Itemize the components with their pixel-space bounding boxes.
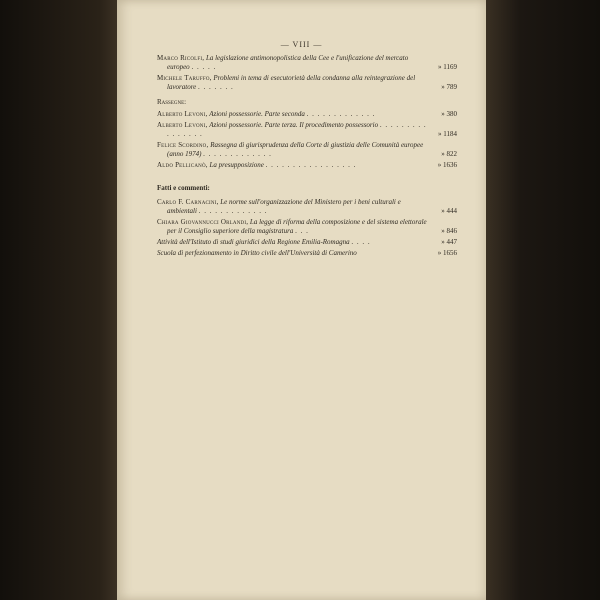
toc-page-number: » 447	[441, 238, 457, 246]
table-of-contents	[157, 54, 457, 260]
toc-page-number: » 846	[441, 227, 457, 235]
toc-entry: Marco Ricolfi, La legislazione antimonopolistica della Cee e l'unificazione del mercato europeo . . . . . » 1169	[157, 54, 457, 71]
toc-author: Alberto Levoni,	[157, 110, 208, 118]
toc-author: Carlo F. Carnacini,	[157, 198, 219, 206]
toc-author: Felice Scordino,	[157, 141, 209, 149]
page-folio: — VIII —	[280, 40, 323, 49]
toc-title: Attività dell'Istituto di studi giuridici della Regione Emilia-Romagna	[157, 238, 350, 246]
toc-title: Problemi in tema di esecutorietà della condanna alla reintegrazione del lavoratore	[167, 74, 416, 91]
toc-title: La presupposizione	[209, 161, 264, 169]
toc-author: Alberto Levoni,	[157, 121, 208, 129]
toc-author: Chiara Giovannucci Orlandi,	[157, 218, 249, 226]
toc-page-number: » 444	[441, 207, 457, 215]
toc-page-number: » 1656	[437, 249, 457, 257]
book-page	[117, 0, 486, 600]
toc-entry: Aldo Pellicanò, La presupposizione . . . . . . . . . . . . . . . . . » 1636	[157, 161, 457, 169]
toc-page-number: » 380	[441, 110, 457, 118]
toc-author: Aldo Pellicanò,	[157, 161, 208, 169]
book-edge-right	[486, 0, 600, 600]
section-heading-fatti: Fatti e commenti:	[157, 184, 210, 192]
book-gutter-left	[0, 0, 117, 600]
toc-author: Marco Ricolfi,	[157, 54, 205, 62]
toc-entry	[157, 249, 457, 258]
toc-page-number: » 1636	[437, 161, 457, 169]
toc-entry: Carlo F. Carnacini, Le norme sull'organizzazione del Ministero per i beni culturali e ambientali . . . . . . . . . . . . . » 444	[157, 198, 457, 215]
toc-title: Scuola di perfezionamento in Diritto civile dell'Università di Camerino	[157, 249, 357, 257]
toc-entry: Michele Taruffo, Problemi in tema di esecutorietà della condanna alla reintegrazione del lavoratore . . . . . . . » 789	[157, 74, 457, 91]
toc-entry: Chiara Giovannucci Orlandi, La legge di riforma della composizione e del sistema elettorale per il Consiglio superiore della magistratura . . . » 846	[157, 218, 457, 235]
toc-title: Azioni possessorie. Parte terza. Il procedimento possessorio	[209, 121, 379, 129]
toc-entry: Alberto Levoni, Azioni possessorie. Parte terza. Il procedimento possessorio . . . . . . . . . . . . . . . . » 1184	[157, 121, 457, 138]
toc-entry: Felice Scordino, Rassegna di giurisprudenza della Corte di giustizia delle Comunità europee (anno 1974) . . . . . . . . . . . . . » 822	[157, 141, 457, 158]
toc-title: Azioni possessorie. Parte seconda	[209, 110, 305, 118]
toc-page-number: » 1184	[438, 130, 457, 138]
toc-page-number: » 789	[441, 83, 457, 91]
toc-entry: Attività dell'Istituto di studi giuridici della Regione Emilia-Romagna . . . . » 447	[157, 238, 457, 246]
toc-title: Le norme sull'organizzazione del Ministero per i beni culturali e ambientali	[167, 198, 401, 215]
section-heading-rassegne: Rassegne:	[157, 98, 187, 106]
toc-page-number: » 1169	[438, 63, 457, 71]
toc-entry: Alberto Levoni, Azioni possessorie. Parte seconda . . . . . . . . . . . . . » 380	[157, 110, 457, 118]
toc-author: Michele Taruffo,	[157, 74, 212, 82]
toc-title: Rassegna di giurisprudenza della Corte di giustizia delle Comunità europee (anno 1974)	[167, 141, 424, 158]
toc-title: La legislazione antimonopolistica della Cee e l'unificazione del mercato europeo	[167, 54, 409, 71]
toc-title: La legge di riforma della composizione e del sistema elettorale per il Consiglio superiore della magistratura	[167, 218, 427, 235]
toc-page-number: » 822	[441, 150, 457, 158]
